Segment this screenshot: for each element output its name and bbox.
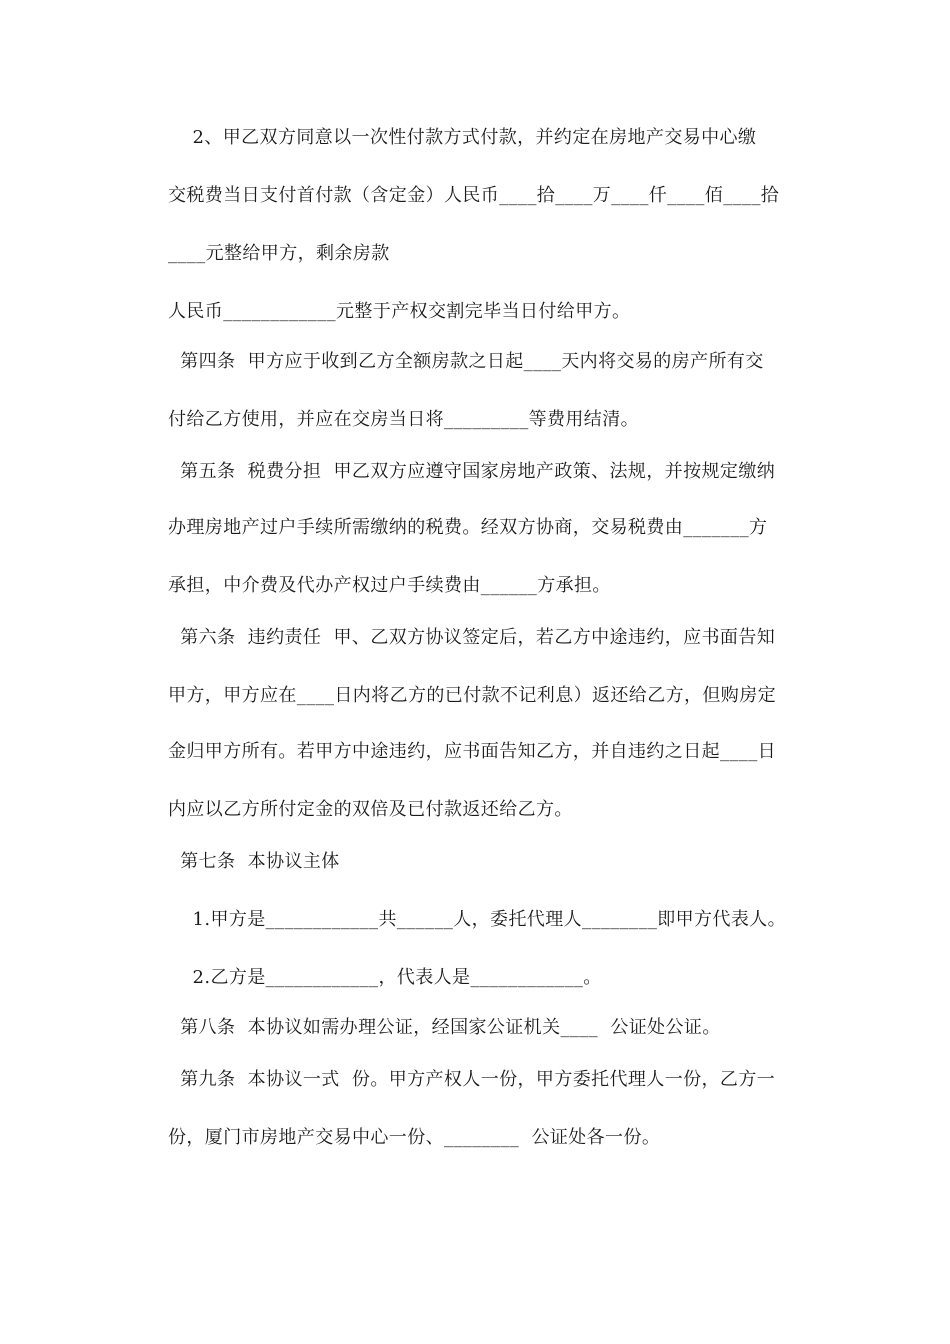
text-line-2: 交税费当日支付首付款（含定金）人民币____拾____万____仟____佰____拾 (168, 185, 780, 206)
text-line-6: 付给乙方使用，并应在交房当日将_________等费用结清。 (168, 409, 639, 430)
text-line-14: 第七条 本协议主体 (168, 851, 340, 872)
text-line-3: ____元整给甲方，剩余房款 (168, 243, 390, 264)
text-line-18: 第九条 本协议一式 份。甲方产权人一份，甲方委托代理人一份，乙方一 (168, 1069, 776, 1090)
text-line-5: 第四条 甲方应于收到乙方全额房款之日起____天内将交易的房产所有交 (168, 351, 764, 372)
text-line-11: 甲方，甲方应在____日内将乙方的已付款不记利息）返还给乙方，但购房定 (168, 685, 776, 706)
text-line-7: 第五条 税费分担 甲乙双方应遵守国家房地产政策、法规，并按规定缴纳 (168, 461, 776, 482)
text-line-19: 份，厦门市房地产交易中心一份、________ 公证处各一份。 (168, 1127, 661, 1148)
text-line-9: 承担，中介费及代办产权过户手续费由______方承担。 (168, 575, 611, 596)
text-line-10: 第六条 违约责任 甲、乙双方协议签定后，若乙方中途违约，应书面告知 (168, 627, 776, 648)
text-line-12: 金归甲方所有。若甲方中途违约，应书面告知乙方，并自违约之日起____日 (168, 741, 776, 762)
text-line-1: 2、甲乙双方同意以一次性付款方式付款，并约定在房地产交易中心缴 (168, 127, 757, 148)
text-line-15: 1.甲方是____________共______人，委托代理人________即甲方代表人。 (168, 909, 787, 930)
text-line-13: 内应以乙方所付定金的双倍及已付款返还给乙方。 (168, 799, 573, 820)
text-line-8: 办理房地产过户手续所需缴纳的税费。经双方协商，交易税费由_______方 (168, 517, 768, 538)
text-line-17: 第八条 本协议如需办理公证，经国家公证机关____ 公证处公证。 (168, 1017, 721, 1038)
text-line-16: 2.乙方是____________，代表人是____________。 (168, 967, 602, 988)
text-line-4: 人民币____________元整于产权交割完毕当日付给甲方。 (168, 301, 631, 322)
